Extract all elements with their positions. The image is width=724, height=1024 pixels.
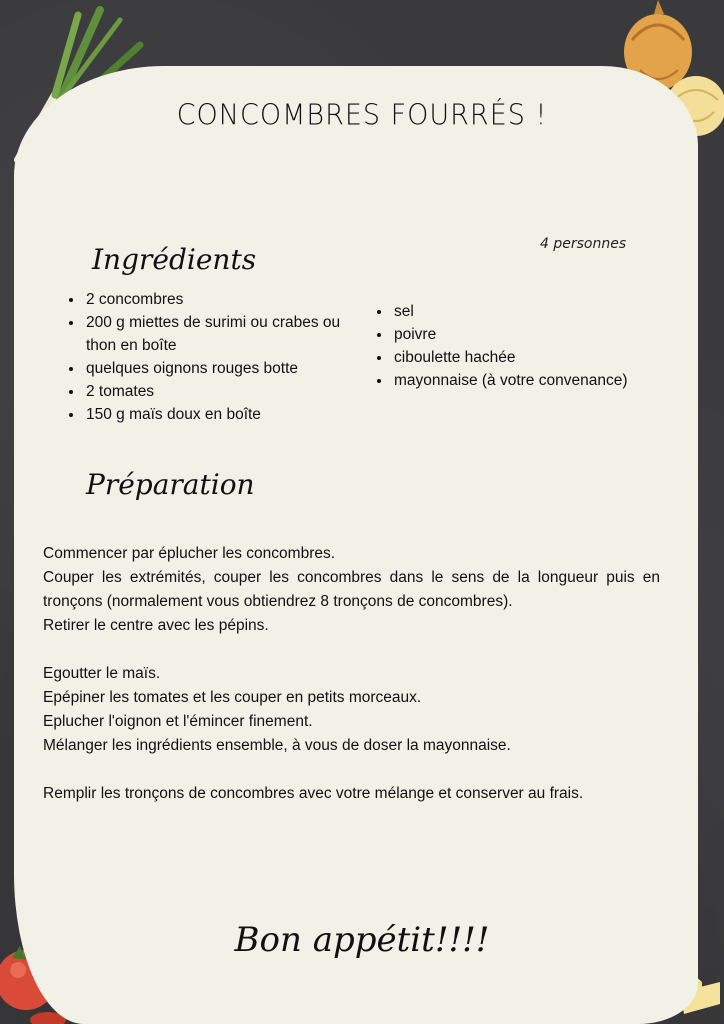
preparation-step: Couper les extrémités, couper les concombres dans le sens de la longueur puis en tronçons (normalement vous obtiendrez 8 tronçons de concombres). <box>43 569 660 610</box>
recipe-title: CONCOMBRES FOURRÉS ! <box>176 99 548 132</box>
list-item: • 150 g maïs doux en boîte <box>84 403 364 426</box>
preparation-heading: Préparation <box>86 468 255 501</box>
preparation-step: Commencer par éplucher les concombres. <box>43 545 336 562</box>
list-item: • poivre <box>392 323 712 346</box>
servings-label: 4 personnes <box>540 236 627 252</box>
preparation-step: Retirer le centre avec les pépins. <box>43 617 269 634</box>
list-item: • 2 tomates <box>84 380 364 403</box>
ingredients-list-right <box>372 300 712 392</box>
preparation-step: Egoutter le maïs. <box>43 665 161 682</box>
ingredients-heading: Ingrédients <box>92 243 257 276</box>
list-item: • 2 concombres <box>84 288 364 311</box>
list-item: • 200 g miettes de surimi ou crabes ou thon en boîte <box>84 311 364 357</box>
list-item: • mayonnaise (à votre convenance) <box>392 369 712 392</box>
ingredients-list-left <box>64 288 364 426</box>
list-item: • quelques oignons rouges botte <box>84 357 364 380</box>
list-item: • sel <box>392 300 712 323</box>
preparation-step: Remplir les tronçons de concombres avec votre mélange et conserver au frais. <box>43 785 584 802</box>
closing-message: Bon appétit!!!! <box>234 920 490 960</box>
preparation-step: Eplucher l'oignon et l'émincer finement. <box>43 713 313 730</box>
preparation-step: Epépiner les tomates et les couper en petits morceaux. <box>43 689 422 706</box>
preparation-step: Mélanger les ingrédients ensemble, à vous de doser la mayonnaise. <box>43 737 511 754</box>
preparation-steps <box>43 542 660 806</box>
list-item: • ciboulette hachée <box>392 346 712 369</box>
